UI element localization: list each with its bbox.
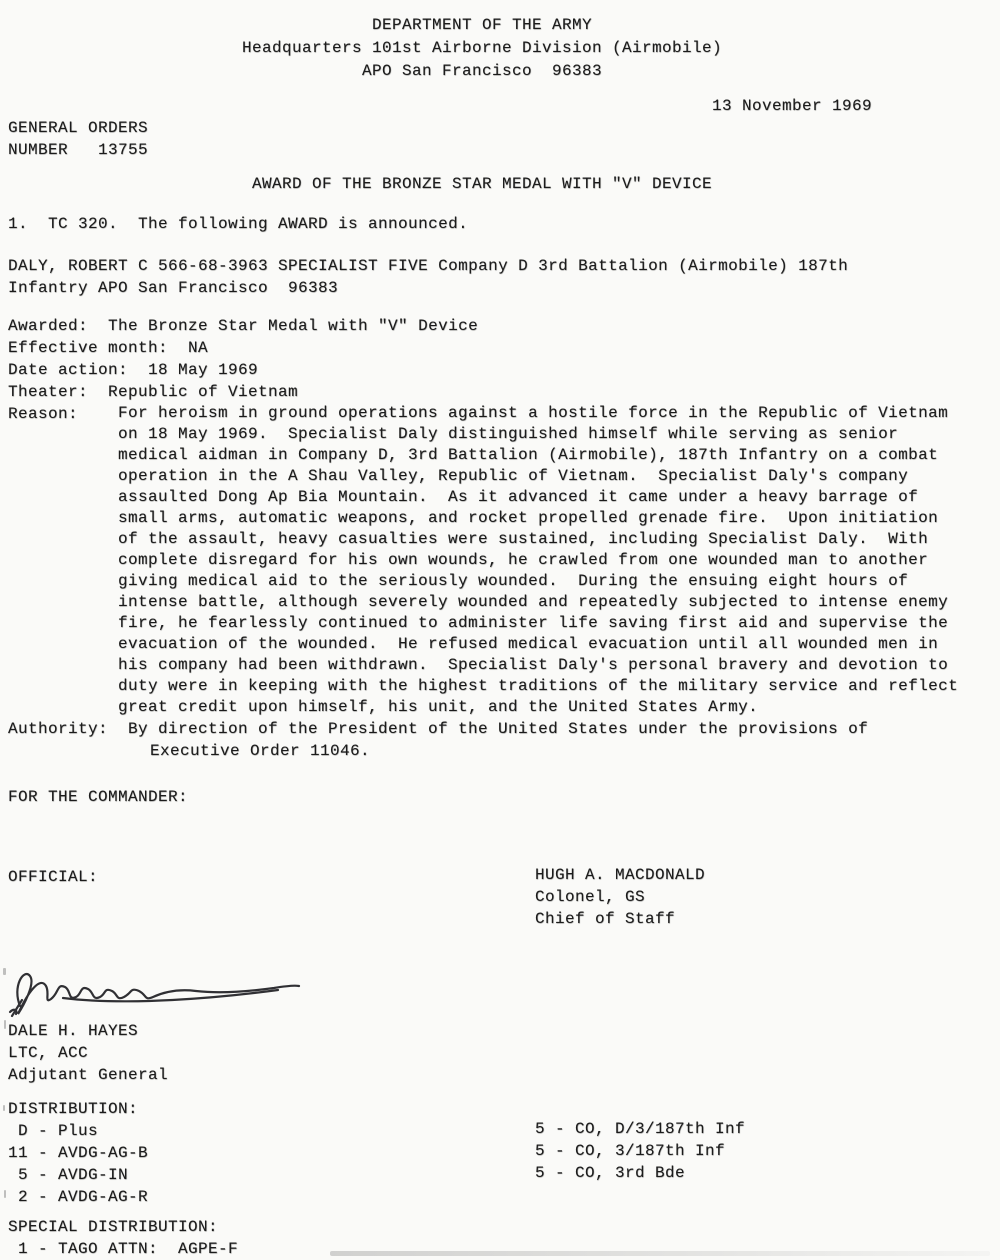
reason-line: medical aidman in Company D, 3rd Battalion (Airmobile), 187th Infantry on a combat — [118, 446, 939, 464]
general-orders-block — [8, 117, 990, 161]
letterhead-department: DEPARTMENT OF THE ARMY — [371, 16, 593, 34]
reason-line: of the assault, heavy casualties were sustained, including Specialist Daly. With — [118, 530, 929, 548]
recipient-line: DALY, ROBERT C 566-68-3963 SPECIALIST FIVE Company D 3rd Battalion (Airmobile) 187th — [8, 257, 849, 275]
scan-artifact — [3, 968, 6, 975]
reason-row — [8, 403, 990, 718]
official-label: OFFICIAL: — [8, 868, 99, 886]
award-title: AWARD OF THE BRONZE STAR MEDAL WITH "V" DEVICE — [251, 175, 713, 193]
letterhead-headquarters: Headquarters 101st Airborne Division (Airmobile) — [241, 39, 723, 57]
scan-artifact — [3, 1105, 5, 1111]
adjutant-name: DALE H. HAYES — [8, 1022, 139, 1040]
special-distribution-label: SPECIAL DISTRIBUTION: — [8, 1218, 219, 1236]
reason-text — [118, 403, 990, 718]
reason-line: his company had been withdrawn. Specialist Daly's personal bravery and devotion to — [118, 656, 949, 674]
distribution-item: D - Plus — [8, 1122, 99, 1140]
chief-of-staff-rank: Colonel, GS — [535, 888, 646, 906]
signature-icon — [8, 962, 990, 1018]
distribution-label: DISTRIBUTION: — [8, 1100, 139, 1118]
distribution-item: 2 - AVDG-AG-R — [8, 1188, 149, 1206]
adjutant-rank: LTC, ACC — [8, 1044, 89, 1062]
scan-artifact — [4, 1190, 6, 1198]
reason-line: giving medical aid to the seriously wounded. During the ensuing eight hours of — [118, 572, 909, 590]
reason-line: For heroism in ground operations against a hostile force in the Republic of Vietnam — [118, 404, 949, 422]
reason-line: intense battle, although severely wounded and repeatedly subjected to intense enemy — [118, 593, 949, 611]
scan-artifact-bottom — [330, 1251, 990, 1256]
intro-line: 1. TC 320. The following AWARD is announced. — [8, 215, 469, 233]
chief-of-staff-block — [535, 864, 705, 930]
recipient-line: Infantry APO San Francisco 96383 — [8, 279, 339, 297]
recipient-block — [8, 255, 990, 299]
letterhead-apo: APO San Francisco 96383 — [361, 62, 603, 80]
authority-line: Executive Order 11046. — [150, 742, 371, 760]
chief-of-staff-title: Chief of Staff — [535, 910, 676, 928]
order-number-line: NUMBER 13755 — [8, 141, 149, 159]
reason-line: complete disregard for his own wounds, he crawled from one wounded man to another — [118, 551, 929, 569]
reason-line: assaulted Dong Ap Bia Mountain. As it advanced it came under a heavy barrage of — [118, 488, 919, 506]
reason-line: operation in the A Shau Valley, Republic of Vietnam. Specialist Daly's company — [118, 467, 909, 485]
reason-line: fire, he fearlessly continued to administer life saving first aid and supervise the — [118, 614, 949, 632]
adjutant-title: Adjutant General — [8, 1066, 169, 1084]
distribution-item: 5 - AVDG-IN — [8, 1166, 129, 1184]
official-row — [8, 866, 990, 936]
reason-line: small arms, automatic weapons, and rocket propelled grenade fire. Upon initiation — [118, 509, 939, 527]
award-field-line: Effective month: NA — [8, 339, 209, 357]
distribution-item: 5 - CO, 3rd Bde — [535, 1164, 686, 1182]
award-field-line: Theater: Republic of Vietnam — [8, 383, 299, 401]
award-field-line: Awarded: The Bronze Star Medal with "V" Device — [8, 317, 479, 335]
distribution-item: 11 - AVDG-AG-B — [8, 1144, 149, 1162]
special-distribution-item: 1 - TAGO ATTN: AGPE-F — [8, 1240, 239, 1258]
special-distribution-list — [8, 1238, 990, 1260]
chief-of-staff-name: HUGH A. MACDONALD — [535, 866, 706, 884]
order-date: 13 November 1969 — [711, 97, 872, 115]
distribution-item: 5 - CO, D/3/187th Inf — [535, 1120, 746, 1138]
letterhead — [8, 14, 990, 83]
reason-line: duty were in keeping with the highest traditions of the military service and reflect — [118, 677, 959, 695]
distribution-item: 5 - CO, 3/187th Inf — [535, 1142, 726, 1160]
authority-text — [128, 718, 990, 762]
authority-row — [8, 718, 990, 762]
reason-line: great credit upon himself, his unit, and the United States Army. — [118, 698, 759, 716]
scan-artifact — [4, 1020, 6, 1029]
distribution-list-left — [8, 1120, 990, 1208]
adjutant-block — [8, 1020, 990, 1086]
authority-label: Authority: — [8, 720, 109, 738]
reason-line: evacuation of the wounded. He refused medical evacuation until all wounded men in — [118, 635, 939, 653]
general-orders-label: GENERAL ORDERS — [8, 119, 149, 137]
award-field-line: Date action: 18 May 1969 — [8, 361, 259, 379]
distribution-list-right — [535, 1118, 745, 1184]
reason-line: on 18 May 1969. Specialist Daly distinguished himself while serving as senior — [118, 425, 899, 443]
authority-line: By direction of the President of the United States under the provisions of — [128, 720, 869, 738]
for-the-commander-line: FOR THE COMMANDER: — [8, 788, 189, 806]
distribution-section — [8, 1098, 990, 1208]
award-fields — [8, 315, 990, 403]
reason-label: Reason: — [8, 405, 79, 423]
